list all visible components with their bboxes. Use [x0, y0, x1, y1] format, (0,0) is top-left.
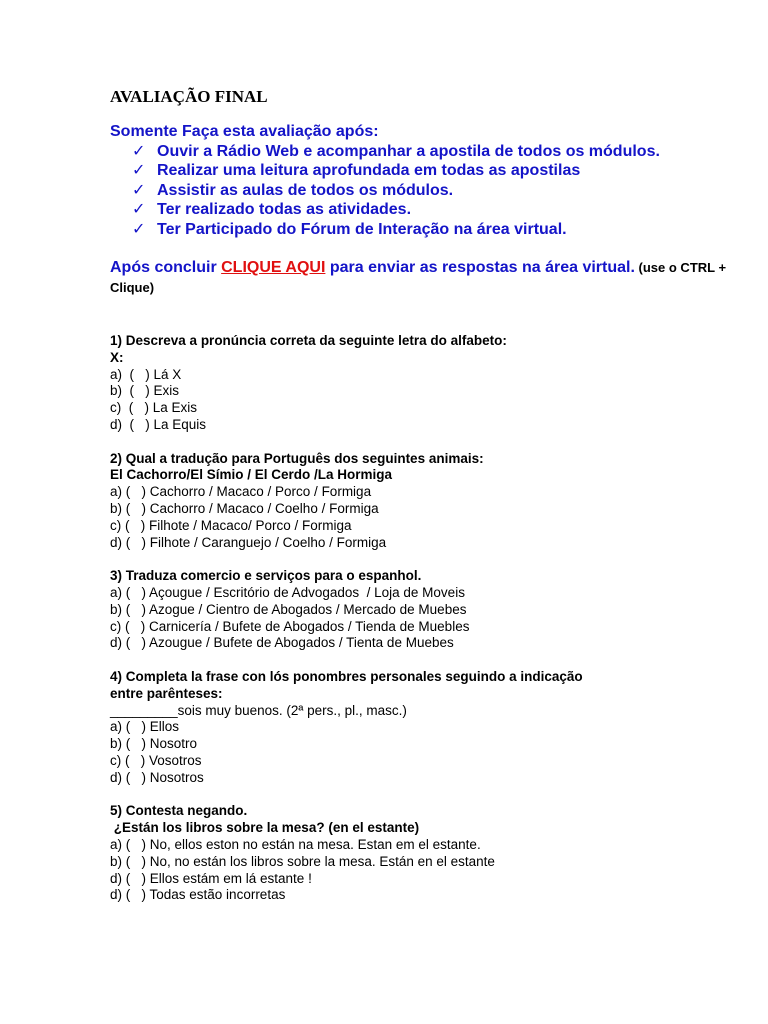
- answer-option[interactable]: a) ( ) Cachorro / Macaco / Porco / Formiga: [110, 484, 372, 500]
- checkmark-icon: ✓: [132, 181, 146, 199]
- prerequisite-text: Assistir as aulas de todos os módulos.: [157, 181, 454, 199]
- answer-option[interactable]: c) ( ) Carnicería / Bufete de Abogados / Tienda de Muebles: [110, 618, 470, 634]
- page-title: AVALIAÇÃO FINAL: [110, 87, 268, 106]
- question-prompt: 5) Contesta negando.: [110, 803, 248, 819]
- question-3: [110, 568, 730, 652]
- checkmark-icon: ✓: [132, 220, 146, 238]
- prerequisite-item: [132, 142, 730, 162]
- answer-option[interactable]: a) ( ) Ellos: [110, 719, 180, 735]
- answer-option[interactable]: d) ( ) Nosotros: [110, 769, 204, 785]
- answer-option[interactable]: c) ( ) Vosotros: [110, 752, 202, 768]
- answer-option[interactable]: d) ( ) Ellos estám em lá estante !: [110, 870, 312, 886]
- answer-option[interactable]: b) ( ) Exis: [110, 383, 180, 399]
- answer-option[interactable]: a) ( ) Lá X: [110, 366, 182, 382]
- checkmark-icon: ✓: [132, 162, 146, 179]
- answer-option[interactable]: d) ( ) Azougue / Bufete de Abogados / Tienta de Muebes: [110, 635, 454, 651]
- answer-option[interactable]: d) ( ) La Equis: [110, 416, 207, 432]
- question-list: [110, 333, 730, 904]
- answer-option[interactable]: d) ( ) Filhote / Caranguejo / Coelho / Formiga: [110, 534, 387, 550]
- answer-option[interactable]: a) ( ) Açougue / Escritório de Advogados / Loja de Moveis: [110, 584, 465, 600]
- prerequisite-item: [132, 161, 730, 181]
- answer-option[interactable]: b) ( ) Cachorro / Macaco / Coelho / Formiga: [110, 500, 379, 516]
- prerequisite-text: Realizar uma leitura aprofundada em todas as apostilas: [157, 162, 581, 179]
- checkmark-icon: ✓: [132, 142, 146, 160]
- prerequisite-item: [132, 181, 730, 201]
- question-prompt-line: El Cachorro/El Símio / El Cerdo /La Hormiga: [110, 467, 393, 483]
- prerequisites-heading: Somente Faça esta avaliação após:: [110, 123, 379, 140]
- prerequisites-list: [110, 142, 730, 240]
- question-5: [110, 803, 730, 904]
- answer-option[interactable]: b) ( ) Nosotro: [110, 736, 198, 752]
- question-2: [110, 451, 730, 552]
- prerequisite-text: Ouvir a Rádio Web e acompanhar a apostila de todos os módulos.: [157, 142, 660, 160]
- answer-option[interactable]: b) ( ) No, no están los libros sobre la mesa. Están en el estante: [110, 853, 495, 869]
- answer-option[interactable]: d) ( ) Todas estão incorretas: [110, 887, 286, 903]
- prerequisite-item: [132, 200, 730, 220]
- prerequisite-item: [132, 220, 730, 240]
- question-1: [110, 333, 730, 434]
- answer-option[interactable]: b) ( ) Azogue / Cientro de Abogados / Mercado de Muebes: [110, 601, 467, 617]
- submit-hint: (use o CTRL + Clique): [110, 260, 727, 295]
- question-prompt: 3) Traduza comercio e serviços para o espanhol.: [110, 568, 422, 584]
- question-prompt: 2) Qual a tradução para Português dos seguintes animais:: [110, 450, 484, 466]
- fill-in-sentence: _________sois muy buenos. (2ª pers., pl., masc.): [110, 702, 407, 718]
- answer-option[interactable]: c) ( ) Filhote / Macaco/ Porco / Formiga: [110, 517, 352, 533]
- answer-option[interactable]: a) ( ) No, ellos eston no están na mesa. Estan em el estante.: [110, 836, 481, 852]
- submit-instructions: [110, 258, 730, 298]
- submit-link[interactable]: CLIQUE AQUI: [221, 259, 326, 276]
- question-prompt-line: entre parênteses:: [110, 685, 223, 701]
- submit-text-before: Após concluir: [110, 259, 222, 276]
- prerequisite-text: Ter Participado do Fórum de Interação na área virtual.: [157, 220, 567, 238]
- question-prompt-line: ¿Están los libros sobre la mesa? (en el estante): [110, 820, 420, 836]
- submit-text-after: para enviar as respostas na área virtual.: [325, 259, 635, 276]
- question-prompt: 1) Descreva a pronúncia correta da seguinte letra do alfabeto:: [110, 333, 507, 348]
- answer-option[interactable]: c) ( ) La Exis: [110, 400, 198, 416]
- document-page: [110, 86, 730, 921]
- prerequisites-section: [110, 122, 730, 239]
- question-prompt: 4) Completa la frase con lós ponombres personales seguindo a indicação: [110, 668, 583, 684]
- question-prompt-line: X:: [110, 349, 124, 365]
- checkmark-icon: ✓: [132, 201, 146, 218]
- question-4: [110, 669, 730, 787]
- prerequisite-text: Ter realizado todas as atividades.: [157, 201, 412, 218]
